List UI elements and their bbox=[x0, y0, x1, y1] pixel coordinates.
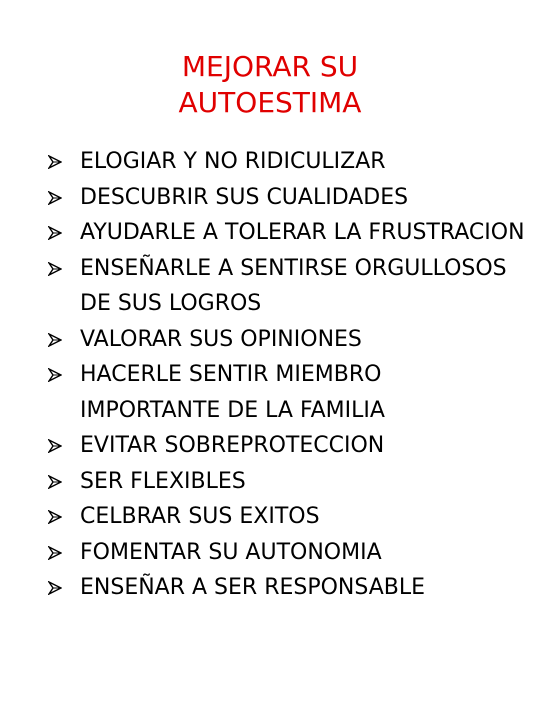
bullet-item bbox=[48, 322, 528, 358]
bullet-text: AYUDARLE A TOLERAR LA FRUSTRACION bbox=[80, 220, 525, 245]
arrowhead-bullet-icon bbox=[48, 581, 62, 595]
arrowhead-bullet-icon bbox=[48, 262, 62, 276]
arrowhead-bullet-icon bbox=[48, 439, 62, 453]
arrowhead-bullet-icon bbox=[48, 368, 62, 382]
arrowhead-bullet-icon bbox=[48, 191, 62, 205]
bullet-item bbox=[48, 180, 528, 216]
slide-title bbox=[0, 49, 540, 121]
bullet-text: HACERLE SENTIR MIEMBRO IMPORTANTE DE LA FAMILIA bbox=[80, 362, 385, 423]
bullet-item bbox=[48, 144, 528, 180]
bullet-text: CELBRAR SUS EXITOS bbox=[80, 504, 320, 529]
title-line: MEJORAR SU bbox=[181, 50, 359, 83]
arrowhead-bullet-icon bbox=[48, 333, 62, 347]
bullet-item bbox=[48, 251, 528, 322]
title-line: AUTOESTIMA bbox=[178, 86, 362, 119]
bullet-text: ENSEÑAR A SER RESPONSABLE bbox=[80, 575, 426, 600]
bullet-item bbox=[48, 535, 528, 571]
bullet-item bbox=[48, 570, 528, 606]
bullet-text: ENSEÑARLE A SENTIRSE ORGULLOSOS DE SUS LOGROS bbox=[80, 255, 507, 316]
arrowhead-bullet-icon bbox=[48, 546, 62, 560]
bullet-text: EVITAR SOBREPROTECCION bbox=[80, 433, 385, 458]
bullet-text: ELOGIAR Y NO RIDICULIZAR bbox=[80, 149, 386, 174]
bullet-item bbox=[48, 499, 528, 535]
arrowhead-bullet-icon bbox=[48, 510, 62, 524]
bullet-item bbox=[48, 215, 528, 251]
bullet-text: SER FLEXIBLES bbox=[80, 468, 246, 494]
bullet-text: DESCUBRIR SUS CUALIDADES bbox=[80, 184, 409, 210]
arrowhead-bullet-icon bbox=[48, 475, 62, 489]
bullet-item bbox=[48, 357, 528, 428]
arrowhead-bullet-icon bbox=[48, 155, 62, 169]
bullet-text: FOMENTAR SU AUTONOMIA bbox=[80, 539, 382, 565]
bullet-text: VALORAR SUS OPINIONES bbox=[80, 326, 362, 352]
bullet-list bbox=[48, 144, 528, 606]
bullet-item bbox=[48, 428, 528, 464]
arrowhead-bullet-icon bbox=[48, 226, 62, 240]
bullet-item bbox=[48, 464, 528, 500]
